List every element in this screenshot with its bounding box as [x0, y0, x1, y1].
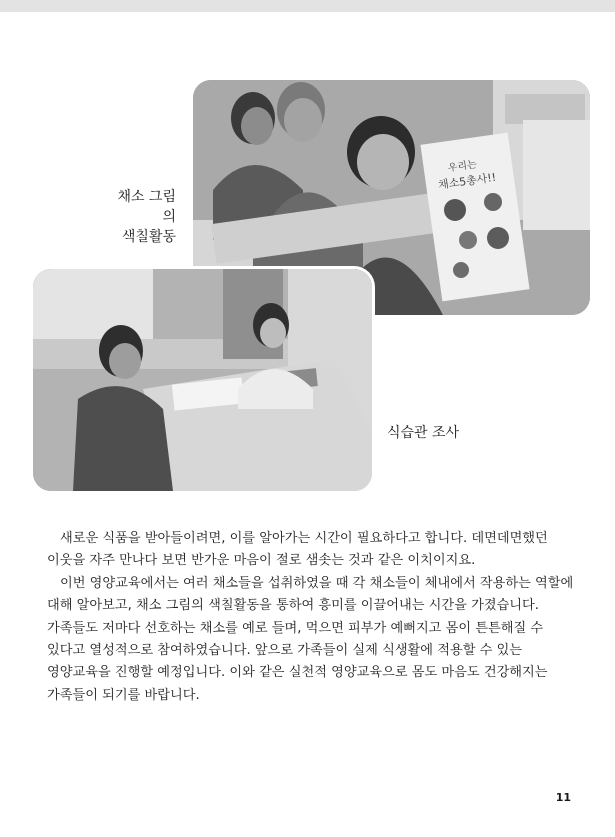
coloring-caption-line2: 색칠활동 [121, 229, 176, 245]
coloring-caption-line1: 채소 그림의 [117, 189, 176, 225]
dietary-survey-caption: 식습관 조사 [387, 425, 460, 441]
paragraph-1: 새로운 식품을 받아들이려면, 이를 알아가는 시간이 필요하다고 합니다. 데면데면했던 이웃을 자주 만나다 보면 반가운 마음이 절로 샘솟는 것과 같은 이치이지요. [47, 531, 548, 569]
dietary-survey-photo [33, 269, 372, 491]
coloring-activity-caption [104, 187, 176, 247]
poster-title-line2: 채소5총사!! [437, 170, 497, 192]
article-body [47, 528, 577, 707]
dietary-survey-illustration [33, 269, 372, 491]
top-band [0, 0, 615, 12]
poster-title-line1: 우리는 [447, 159, 478, 175]
page-number: 11 [555, 791, 571, 804]
paragraph-2: 이번 영양교육에서는 여러 채소들을 섭취하였을 때 각 채소들이 체내에서 작용하는 역할에 대해 알아보고, 채소 그림의 색칠활동을 통하여 흥미를 이끌어내는 시간을 가졌습니다. 가족들도 저마다 선호하는 채소를 예로 들며, 먹으면 피부가 예뻐지고 몸이 튼튼해질 수 있다고 열성적으로 참여하였습니다. 앞으로 가족들이 실제 식생활에 적용할 수 있는 영양교육을 진행할 예정입니다. 이와 같은 실천적 영양교육으로 몸도 마음도 건강해지는 가족들이 되기를 바랍니다. [47, 575, 574, 703]
